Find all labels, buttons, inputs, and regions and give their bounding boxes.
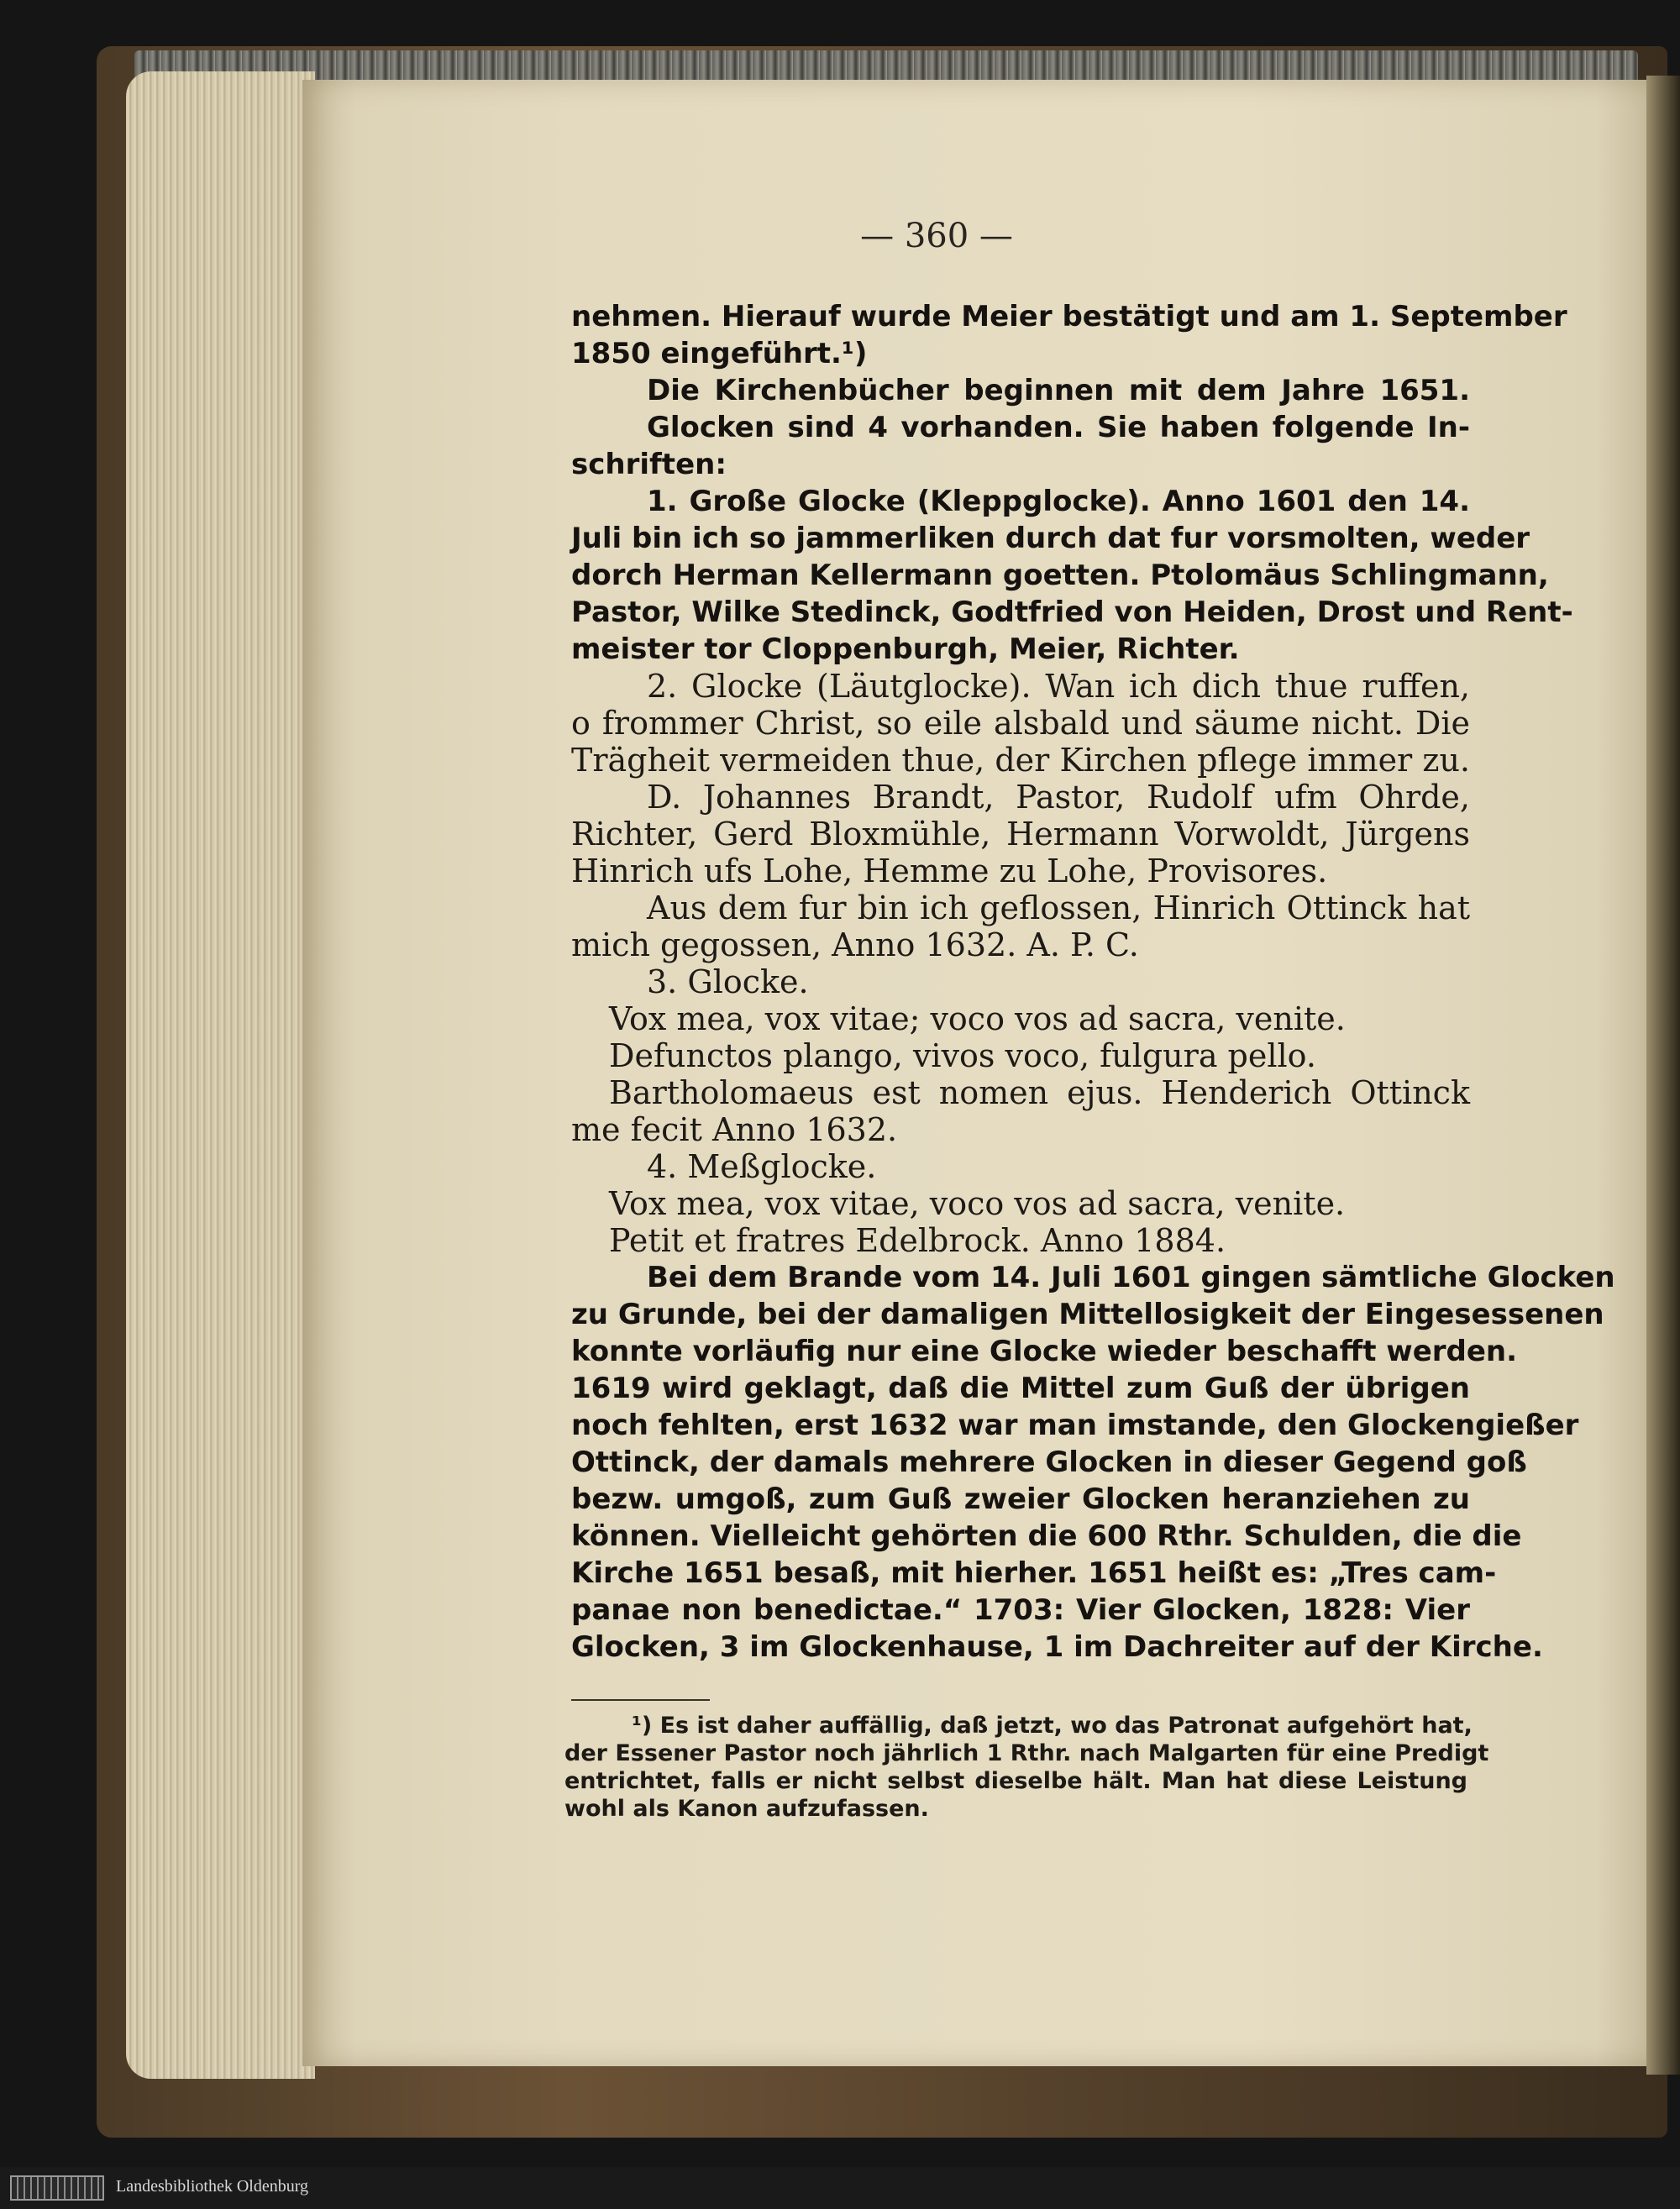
page-number: — 360 — [860,217,1013,255]
text-line: o frommer Christ, so eile alsbald und säume nicht. Die [571,705,1470,742]
text-line: konnte vorläufig nur eine Glocke wieder beschafft werden. [571,1335,1518,1368]
text-line: Aus dem fur bin ich geflossen, Hinrich Ottinck hat [647,889,1470,926]
text-line: können. Vielleicht gehörten die 600 Rthr. Schulden, die die [571,1519,1522,1553]
text-line: D. Johannes Brandt, Pastor, Rudolf ufm Ohrde, [647,779,1470,816]
text-line: Vox mea, vox vitae; voco vos ad sacra, venite. [609,1000,1346,1037]
text-line: Pastor, Wilke Stedinck, Godtfried von Heiden, Drost und Rent- [571,596,1573,629]
footnote-line: ¹) Es ist daher auffällig, daß jetzt, wo das Patronat aufgehört hat, [632,1713,1473,1739]
text-line: Juli bin ich so jammerliken durch dat fur vorsmolten, weder [571,522,1530,555]
footnote-line: der Essener Pastor noch jährlich 1 Rthr. nach Malgarten für eine Predigt [564,1740,1489,1766]
text-line: Ottinck, der damals mehrere Glocken in dieser Gegend goß [571,1446,1527,1479]
text-line: Richter, Gerd Bloxmühle, Hermann Vorwoldt, Jürgens [571,816,1470,853]
text-line: nehmen. Hierauf wurde Meier bestätigt und am 1. September [571,300,1567,333]
text-line: Bartholomaeus est nomen ejus. Henderich Ottinck [609,1074,1470,1111]
footnote-line: entrichtet, falls er nicht selbst dieselbe hält. Man hat diese Leistung [564,1768,1467,1794]
text-line: Petit et fratres Edelbrock. Anno 1884. [609,1222,1226,1259]
footnote-line: wohl als Kanon aufzufassen. [564,1796,929,1822]
text-line: 3. Glocke. [647,963,809,1000]
text-line: 1619 wird geklagt, daß die Mittel zum Guß der übrigen [571,1372,1470,1405]
text-line: Glocken, 3 im Glockenhause, 1 im Dachreiter auf der Kirche. [571,1630,1543,1664]
text-line: Defunctos plango, vivos voco, fulgura pello. [609,1037,1316,1074]
text-line: Vox mea, vox vitae, voco vos ad sacra, venite. [609,1185,1346,1222]
viewer-footer-bar [0,2167,1680,2209]
text-line: schriften: [571,448,727,481]
text-line: Hinrich ufs Lohe, Hemme zu Lohe, Provisores. [571,853,1328,889]
text-line: 2. Glocke (Läutglocke). Wan ich dich thue ruffen, [647,668,1470,705]
text-line: bezw. umgoß, zum Guß zweier Glocken heranziehen zu [571,1482,1470,1516]
library-logo [10,2175,104,2201]
library-name: Landesbibliothek Oldenburg [116,2177,309,2196]
text-line: 1. Große Glocke (Kleppglocke). Anno 1601 den 14. [647,485,1470,518]
text-line: zu Grunde, bei der damaligen Mittellosigkeit der Eingesessenen [571,1298,1604,1331]
text-line: panae non benedictae.“ 1703: Vier Glocken, 1828: Vier [571,1593,1470,1627]
text-line: 1850 eingeführt.¹) [571,337,868,370]
text-line: 4. Meßglocke. [647,1148,877,1185]
book-headband [134,50,1638,84]
text-line: meister tor Cloppenburgh, Meier, Richter. [571,632,1240,666]
page-edges [126,71,315,2079]
text-line: Die Kirchenbücher beginnen mit dem Jahre 1651. [647,374,1470,407]
text-line: me fecit Anno 1632. [571,1111,898,1148]
text-line: Kirche 1651 besaß, mit hierher. 1651 heißt es: „Tres cam- [571,1556,1497,1590]
footnote-rule [571,1699,710,1701]
text-line: dorch Herman Kellermann goetten. Ptolomäus Schlingmann, [571,559,1549,592]
text-line: Glocken sind 4 vorhanden. Sie haben folgende In- [647,411,1470,444]
text-line: mich gegossen, Anno 1632. A. P. C. [571,926,1139,963]
text-line: Trägheit vermeiden thue, der Kirchen pflege immer zu. [571,742,1470,779]
text-line: Bei dem Brande vom 14. Juli 1601 gingen sämtliche Glocken [647,1261,1615,1294]
book-gutter [1646,76,1680,2075]
text-line: noch fehlten, erst 1632 war man imstande, den Glockengießer [571,1409,1579,1442]
